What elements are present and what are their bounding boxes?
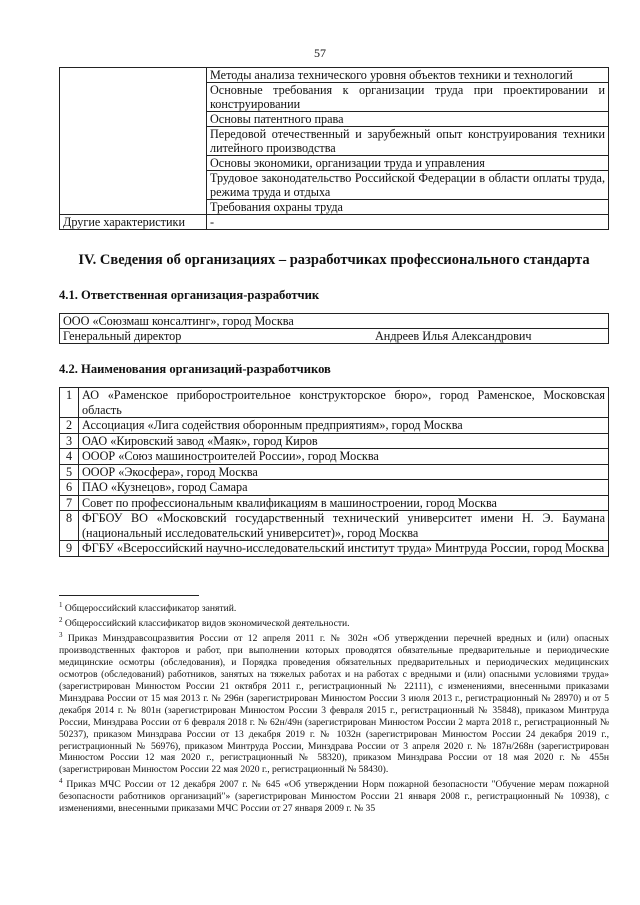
developer-orgs-table xyxy=(59,387,609,557)
row-number: 2 xyxy=(60,418,79,434)
knowledge-table xyxy=(59,67,609,230)
page-number: 57 xyxy=(314,46,326,60)
footnote-text: Общероссийский классификатор занятий. xyxy=(64,603,237,615)
footnote-divider xyxy=(59,595,199,596)
row-number: 9 xyxy=(60,541,79,557)
knowledge-item: Трудовое законодательство Российской Федерации в области оплаты труда, режима труда и отдыха xyxy=(207,171,609,200)
table-row xyxy=(60,495,609,511)
other-characteristics-label: Другие характеристики xyxy=(60,215,207,230)
footnote xyxy=(59,776,609,815)
footnote-marker: 4 xyxy=(59,777,63,786)
responsible-org-table xyxy=(59,313,609,344)
org-name: Ассоциация «Лига содействия оборонным предприятиям», город Москва xyxy=(79,418,609,434)
footnote xyxy=(59,630,609,776)
footnote-text: Приказ Минздравсоцразвития России от 12 апреля 2011 г. № 302н «Об утверждении перечней вредных и (или) опасных производственных факторов и работ, при выполнении которых проводятся обязательные предварительные и периодические медицинские осмотры (обследования), и Порядка проведения обязательных предварительных и периодических медицинских осмотров (обследований) работников, занятых на тяжелых работах и на работах с вредными и (или) опасными условиями труда» (зарегистрирован Минюстом России 21 октября 2011 г., регистрационный № 22111), с изменениями, внесенными приказами Минздрава России от 15 мая 2013 г. № 296н (зарегистрирован Минюстом России 3 июля 2013 г., регистрационный № 28970) и от 5 декабря 2014 г. № 801н (зарегистрирован Минюстом России 3 февраля 2015 г., регистрационный № 35848), приказом Минтруда России, Минздрава России от 6 февраля 2018 г. № 62н/49н (зарегистрирован Минюстом России 2 марта 2018 г., регистрационный № 50237), приказом Минздрава России от 13 декабря 2019 г. № 1032н (зарегистрирован Минюстом России 24 декабря 2019 г., регистрационный № 56976), приказом Минтруда России, Минздрава России от 3 апреля 2020 г. № 187н/268н (зарегистрирован Минюстом России 12 мая 2020 г., регистрационный № 58320), приказом Минздрава России от 18 мая 2020 г. № 455н (зарегистрирован Минюстом России 22 мая 2020 г., регистрационный № 58430). xyxy=(59,633,609,776)
org-name: ОАО «Кировский завод «Маяк», город Киров xyxy=(79,433,609,449)
table-row xyxy=(60,433,609,449)
org-name: Совет по профессиональным квалификациям в машиностроении, город Москва xyxy=(79,495,609,511)
knowledge-item: Основные требования к организации труда при проектировании и конструировании xyxy=(207,83,609,112)
footnote-marker: 3 xyxy=(59,631,63,640)
table-row xyxy=(60,480,609,496)
section-4-2-heading: 4.2. Наименования организаций-разработчиков xyxy=(59,362,331,376)
table-row xyxy=(60,464,609,480)
org-name: ФГБОУ ВО «Московский государственный технический университет имени Н. Э. Баумана (национальный исследовательский университет)», город Москва xyxy=(79,511,609,541)
head-name: Андреев Илья Александрович xyxy=(375,329,532,343)
org-name: ОООР «Экосфера», город Москва xyxy=(79,464,609,480)
org-name: АО «Раменское приборостроительное конструкторское бюро», город Раменское, Московская область xyxy=(79,388,609,418)
row-number: 6 xyxy=(60,480,79,496)
row-number: 1 xyxy=(60,388,79,418)
footnote-marker: 1 xyxy=(59,601,63,609)
footnote-marker: 2 xyxy=(59,616,63,625)
knowledge-item: Требования охраны труда xyxy=(207,200,609,215)
org-name: ПАО «Кузнецов», город Самара xyxy=(79,480,609,496)
responsible-org-head-row xyxy=(60,329,609,344)
org-name: ОООР «Союз машиностроителей России», город Москва xyxy=(79,449,609,465)
section-4-title: IV. Сведения об организациях – разработчиках профессионального стандарта xyxy=(78,252,590,268)
other-characteristics-value: - xyxy=(207,215,609,230)
knowledge-item: Передовой отечественный и зарубежный опыт конструирования техники литейного производства xyxy=(207,127,609,156)
section-4-1-heading: 4.1. Ответственная организация-разработчик xyxy=(59,288,320,302)
footnote xyxy=(59,600,609,615)
row-number: 5 xyxy=(60,464,79,480)
footnote-text: Приказ МЧС России от 12 декабря 2007 г. № 645 «Об утверждении Норм пожарной безопасности "Обучение мерам пожарной безопасности работников организаций"» (зарегистрирован Минюстом России 21 января 2008 г., регистрационный № 10938), с изменениями, внесенными приказами МЧС России от 27 января 2009 г. № 35 xyxy=(59,779,609,815)
table-row xyxy=(60,511,609,541)
table-row xyxy=(60,449,609,465)
row-number: 8 xyxy=(60,511,79,541)
responsible-org-name: ООО «Союзмаш консалтинг», город Москва xyxy=(60,314,609,329)
knowledge-label-cell xyxy=(60,68,207,215)
knowledge-item: Основы патентного права xyxy=(207,112,609,127)
footnote xyxy=(59,615,609,630)
head-position: Генеральный директор xyxy=(63,329,182,343)
footnote-text: Общероссийский классификатор видов экономической деятельности. xyxy=(64,618,350,630)
knowledge-item: Методы анализа технического уровня объектов техники и технологий xyxy=(207,68,609,83)
footnotes xyxy=(59,600,609,815)
row-number: 4 xyxy=(60,449,79,465)
table-row xyxy=(60,388,609,418)
row-number: 3 xyxy=(60,433,79,449)
org-name: ФГБУ «Всероссийский научно-исследовательский институт труда» Минтруда России, город Москва xyxy=(79,541,609,557)
table-row xyxy=(60,541,609,557)
knowledge-item: Основы экономики, организации труда и управления xyxy=(207,156,609,171)
row-number: 7 xyxy=(60,495,79,511)
table-row xyxy=(60,418,609,434)
